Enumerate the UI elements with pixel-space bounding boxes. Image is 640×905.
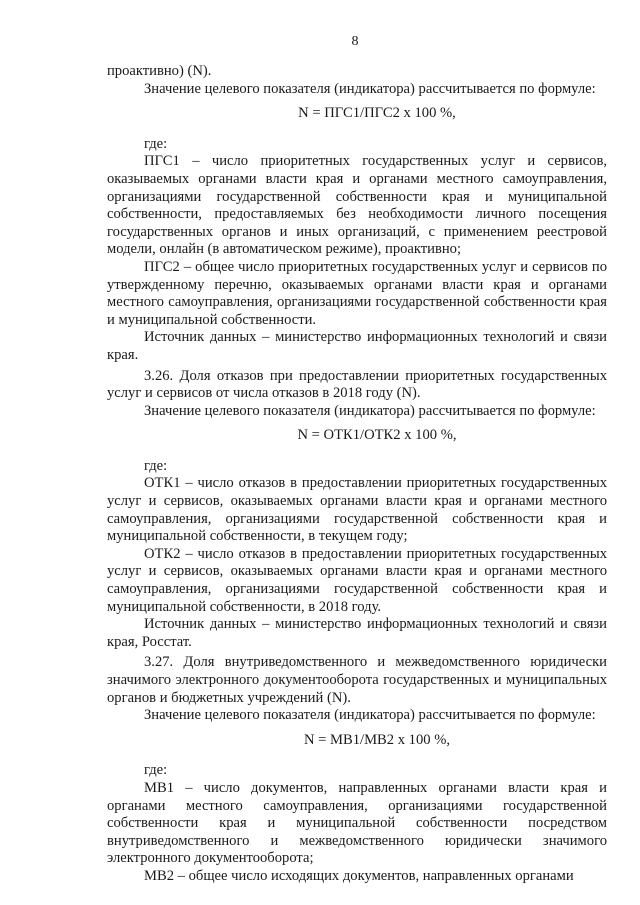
formula-intro-3: Значение целевого показателя (индикатора) рассчитывается по формуле: [144,707,596,724]
definition-otk2: ОТК2 – число отказов в предоставлении приоритетных государственных услуг и сервисов, оказываемых органами власти края и органами местного самоуправления, организациями государственной собственности края и муниципальной собственности, в 2018 году. [107,545,607,615]
data-source-2: Источник данных – министерство информационных технологий и связи края, Росстат. [107,616,607,650]
section-3-27: 3.27. Доля внутриведомственного и межведомственного юридически значимого электронного документооборота государственных и муниципальных органов и бюджетных учреждений (N). [107,654,607,706]
definition-pgs2: ПГС2 – общее число приоритетных государственных услуг и сервисов по утвержденному перечню, оказываемых органами власти края и органами местного самоуправления, организациями государственной собственности края и муниципальной собственности. [107,258,607,328]
where-label-2: где: [144,457,168,474]
formula-otk: N = ОТК1/ОТК2 х 100 %, [297,427,457,444]
document-body [107,63,607,886]
section-3-26: 3.26. Доля отказов при предоставлении приоритетных государственных услуг и сервисов от числа отказов в 2018 году (N). [107,367,607,402]
where-label-3: где: [144,762,168,779]
formula-intro-1: Значение целевого показателя (индикатора) рассчитывается по формуле: [144,80,596,97]
formula-pgs: N = ПГС1/ПГС2 х 100 %, [298,105,456,122]
data-source-1: Источник данных – министерство информационных технологий и связи края. [107,329,607,363]
formula-intro-2: Значение целевого показателя (индикатора) рассчитывается по формуле: [144,402,596,419]
where-label-1: где: [144,135,168,152]
definition-otk1: ОТК1 – число отказов в предоставлении приоритетных государственных услуг и сервисов, оказываемых органами власти края и органами местного самоуправления, организациями государственной собственности края и муниципальной собственности, в текущем году; [107,475,607,545]
definition-pgs1: ПГС1 – число приоритетных государственных услуг и сервисов, оказываемых органами власти края и органами местного самоуправления, организациями государственной собственности края и муниципальной собственности, предоставляемых без необходимости личного посещения государственных органов и иных организаций, с применением реестровой модели, онлайн (в автоматическом режиме), проактивно; [107,153,607,258]
definition-mv2: МВ2 – общее число исходящих документов, направленных органами [144,867,574,884]
definition-mv1: МВ1 – число документов, направленных органами власти края и органами местного самоуправления, организациями государственной собственности края и муниципальной собственности посредством внутриведомственного и межведомственного юридически значимого электронного документооборота; [107,779,607,867]
paragraph-continuation: проактивно) (N). [107,63,212,79]
formula-mv: N = МВ1/МВ2 х 100 %, [303,731,451,748]
page-number: 8 [351,34,359,49]
